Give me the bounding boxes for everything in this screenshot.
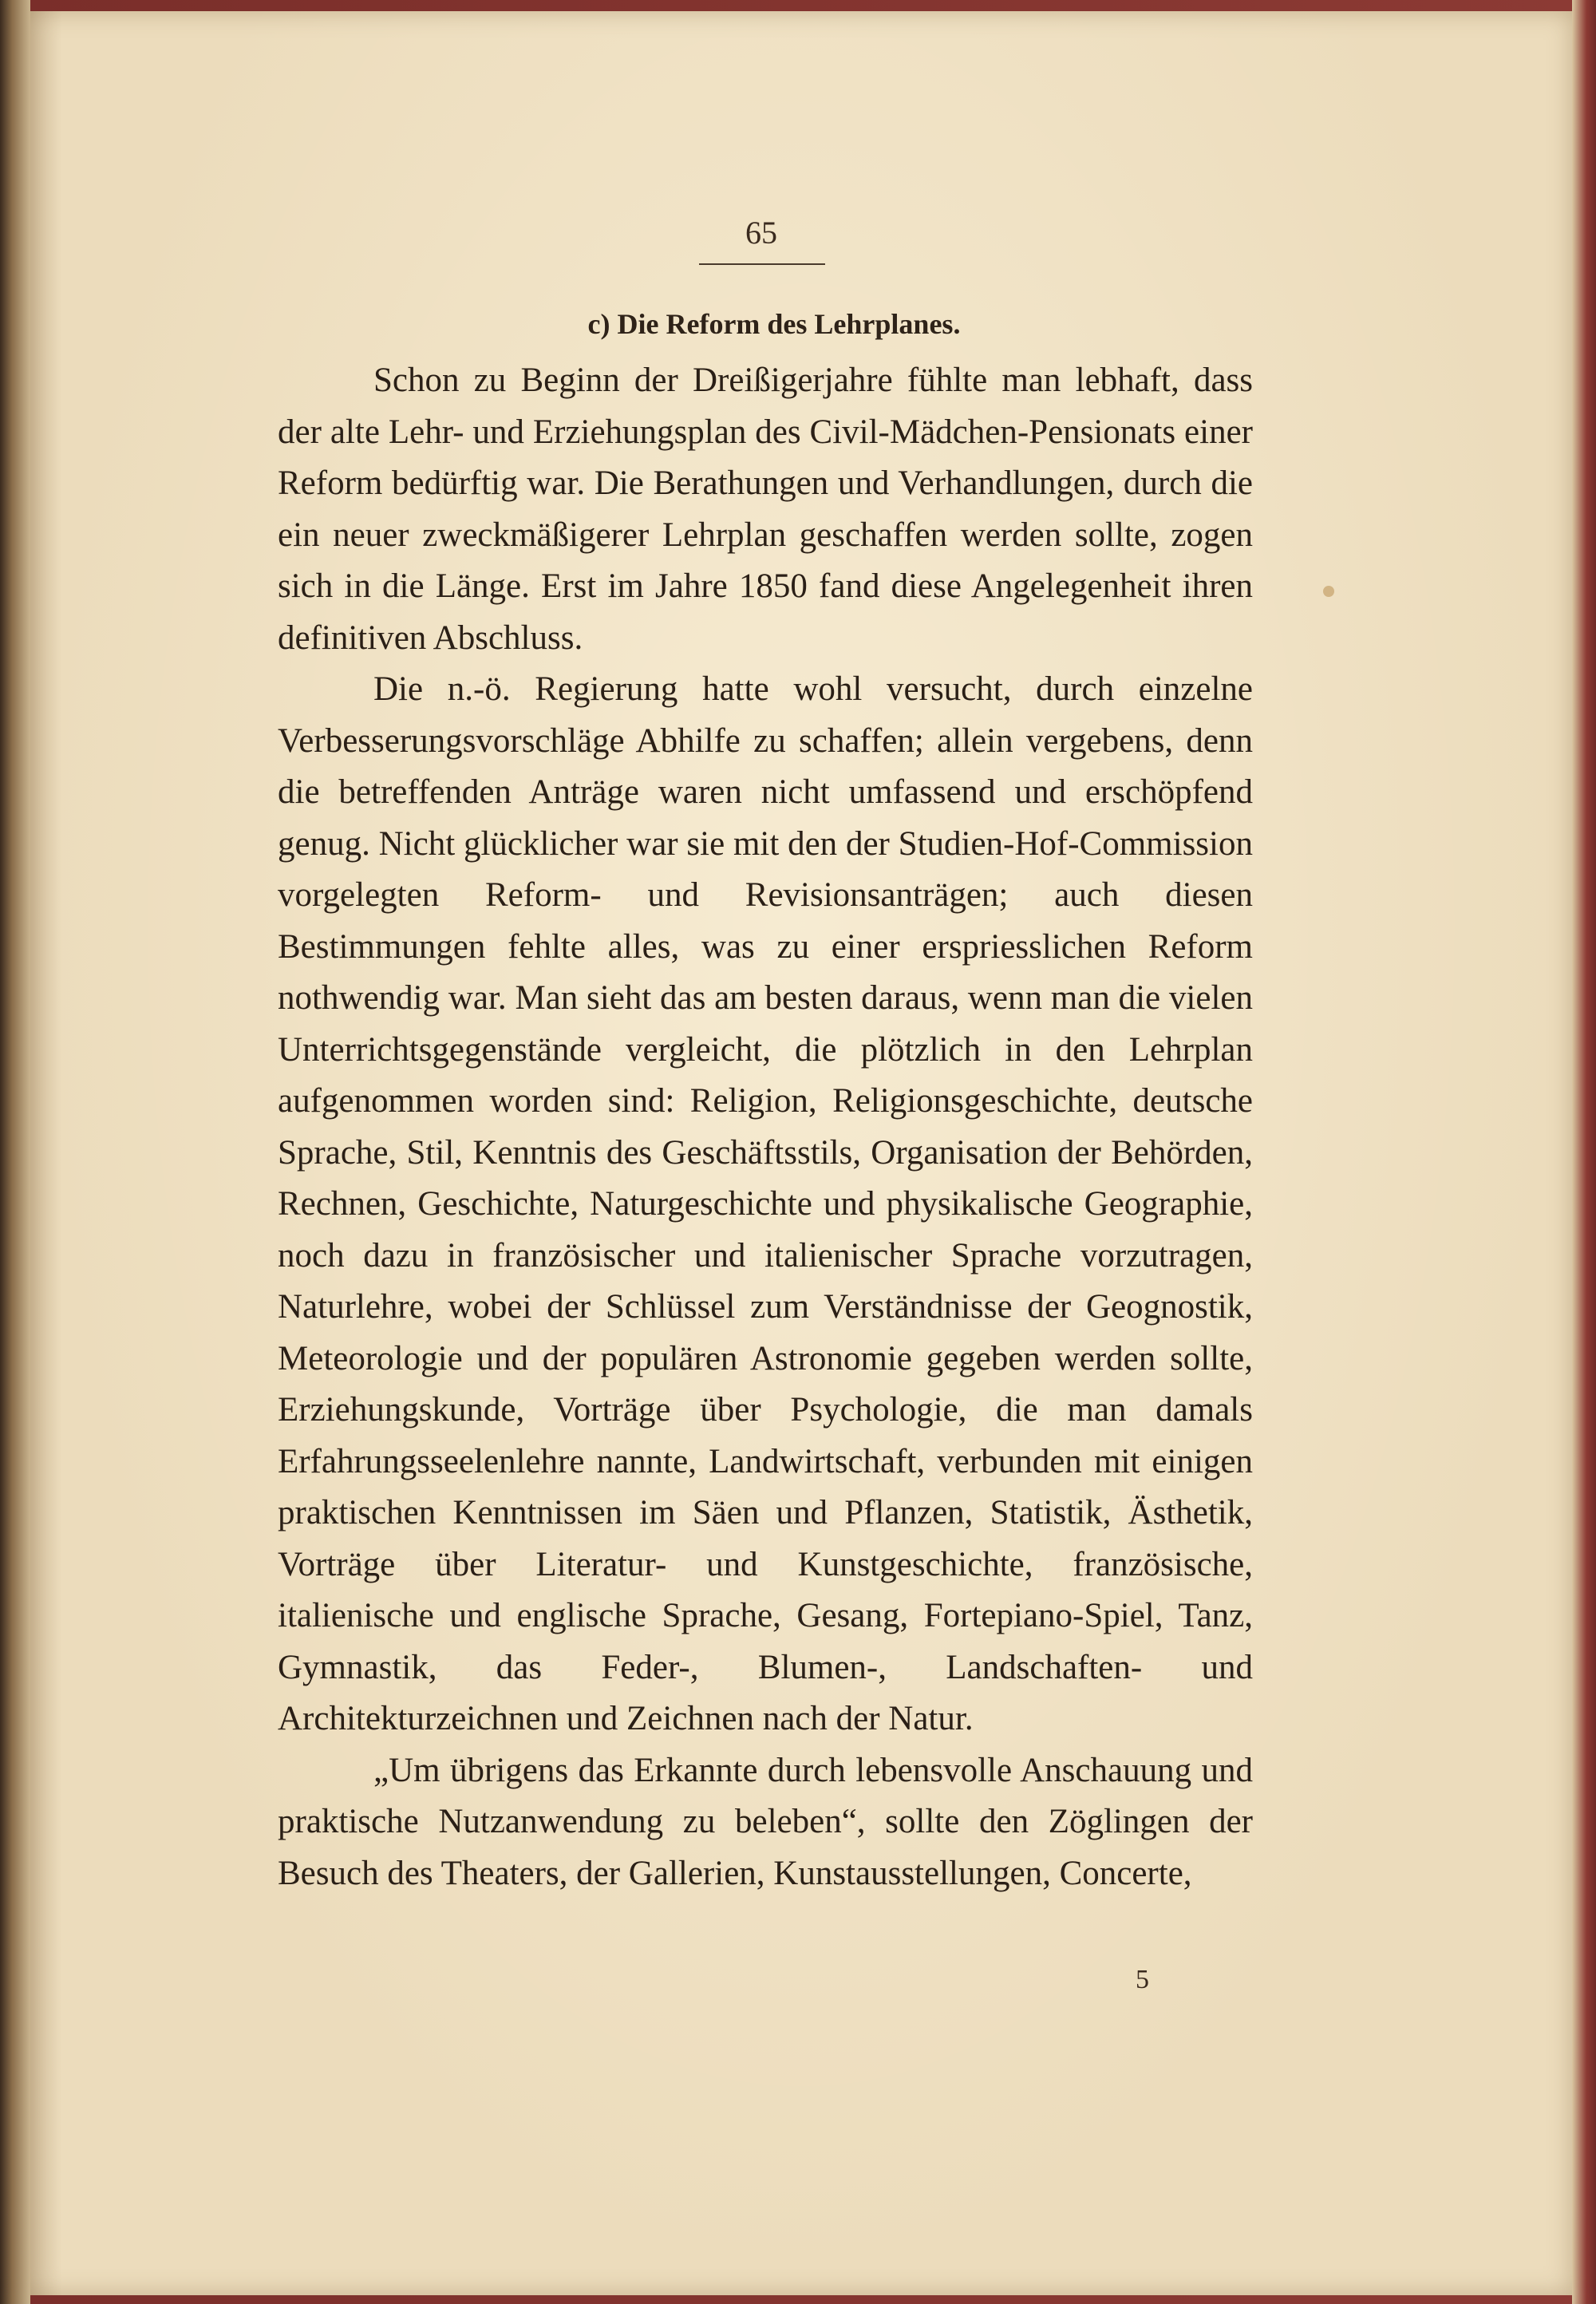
paragraph: Die n.-ö. Regierung hatte wohl versucht, durch einzelne Verbesserungsvorschläge Abhilfe zu schaffen; allein vergebens, denn die betreffenden Anträge waren nicht umfassend und erschöpfend genug. Nicht glücklicher war sie mit den der Studien-Hof-Commission vorgelegten Reform- und Revisionsanträgen; auch diesen Bestimmungen fehlte alles, was zu einer erspriesslichen Reform nothwendig war. Man sieht das am besten daraus, wenn man die vielen Unterrichtsgegenstände vergleicht, die plötzlich in den Lehrplan aufgenommen worden sind: Religion, Religionsgeschichte, deutsche Sprache, Stil, Kenntnis des Geschäftsstils, Organisation der Behörden, Rechnen, Geschichte, Naturgeschichte und physikalische Geographie, noch dazu in französischer und italienischer Sprache vorzutragen, Naturlehre, wobei der Schlüssel zum Verständnisse der Geognostik, Meteorologie und der populären Astronomie gegeben werden sollte, Erziehungskunde, Vorträge über Psychologie, die man damals Erfahrungsseelenlehre nannte, Landwirtschaft, verbunden mit einigen praktischen Kenntnissen im Säen und Pflanzen, Statistik, Ästhetik, Vorträge über Literatur- und Kunstgeschichte, französische, italienische und englische Sprache, Gesang, Fortepiano-Spiel, Tanz, Gymnastik, das Feder-, Blumen-, Landschaften- und Architekturzeichnen und Zeichnen nach der Natur. [278,670,1253,1737]
book-edge [1572,0,1596,2304]
page-number-rule [699,263,825,265]
paragraph: Schon zu Beginn der Dreißigerjahre fühlte man lebhaft, dass der alte Lehr- und Erziehungsplan des Civil-Mädchen-Pensionats einer Reform bedürftig war. Die Berathungen und Verhandlungen, durch die ein neuer zweckmäßigerer Lehrplan geschaffen werden sollte, zogen sich in die Länge. Erst im Jahre 1850 fand diese Angelegenheit ihren definitiven Abschluss. [278,362,1253,657]
book-gutter [0,0,30,2304]
section-title: c) Die Reform des Lehrplanes. [587,308,961,340]
page-number: 65 [745,215,777,251]
body-text [278,355,1253,1899]
paper-spot [1323,586,1334,597]
paragraph: „Um übrigens das Erkannte durch lebensvolle Anschauung und praktische Nutzanwendung zu beleben“, sollte den Zöglingen der Besuch des Theaters, der Gallerien, Kunstausstellungen, Concerte, [278,1751,1253,1892]
signature-mark: 5 [1136,1965,1149,1994]
